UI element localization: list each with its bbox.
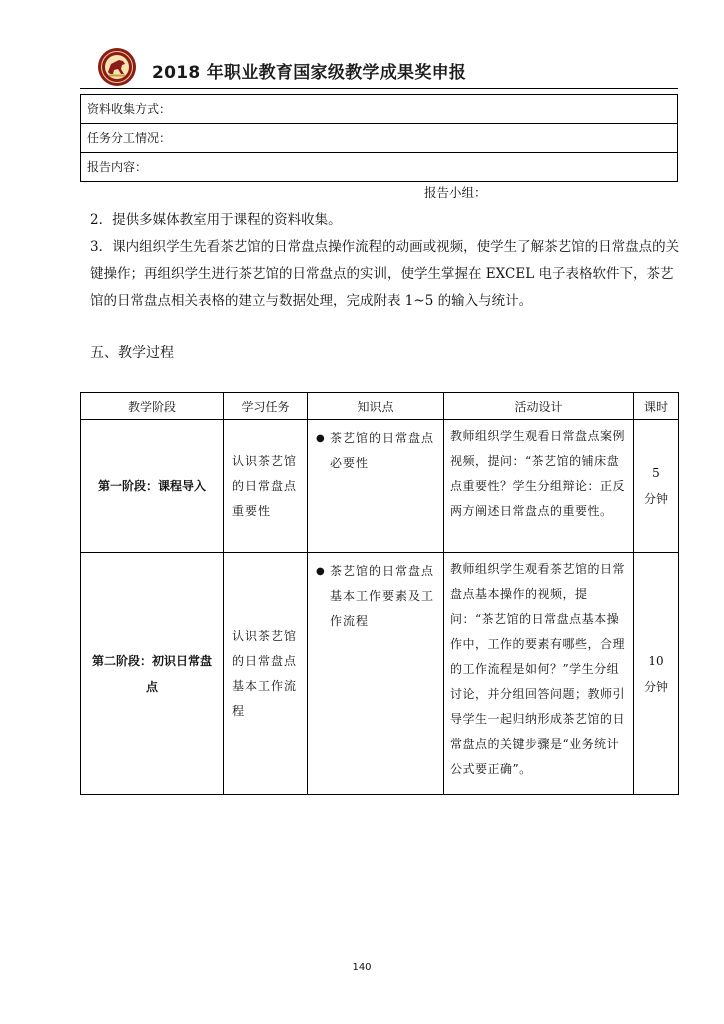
info-row-task-division: 任务分工情况：	[81, 124, 677, 153]
column-header-knowledge: 知识点	[308, 393, 444, 420]
knowledge-text: 茶艺馆的日常盘点基本工作要素及工作流程	[330, 564, 435, 628]
body-text	[90, 207, 680, 315]
column-header-task: 学习任务	[224, 393, 308, 420]
bullet-icon: ●	[316, 433, 326, 444]
paragraph-item-2: 2．提供多媒体教室用于课程的资料收集。	[90, 212, 342, 228]
hours-cell	[634, 553, 679, 795]
hours-unit: 分钟	[643, 679, 668, 694]
stage-cell: 第二阶段：初识日常盘点	[81, 553, 224, 795]
column-header-stage: 教学阶段	[81, 393, 224, 420]
report-info-box	[80, 94, 678, 182]
column-header-activity: 活动设计	[444, 393, 634, 420]
report-group-label: 报告小组：	[424, 185, 487, 200]
table-header-row	[81, 393, 679, 420]
knowledge-text: 茶艺馆的日常盘点必要性	[330, 431, 435, 470]
table-row	[81, 420, 679, 553]
header-divider	[80, 88, 678, 89]
task-cell: 认识茶艺馆的日常盘点基本工作流程	[224, 553, 308, 795]
hours-value: 5	[652, 466, 660, 480]
info-row-collection-method: 资料收集方式：	[81, 95, 677, 124]
bullet-icon: ●	[316, 566, 326, 577]
stage-cell: 第一阶段：课程导入	[81, 420, 224, 553]
info-row-report-content: 报告内容：	[87, 160, 148, 174]
paragraph-item-3: 3．课内组织学生先看茶艺馆的日常盘点操作流程的动画或视频，使学生了解茶艺馆的日常盘点的关键操作；再组织学生进行茶艺馆的日常盘点的实训，使学生掌握在 EXCEL 电子表格软件下，茶艺馆的日常盘点相关表格的建立与数据处理，完成附表 1~5 的输入与统计。	[90, 239, 680, 309]
teaching-process-table	[80, 392, 679, 795]
header-title: 2018 年职业教育国家级教学成果奖申报	[152, 63, 467, 83]
school-emblem-icon	[97, 47, 137, 87]
task-cell: 认识茶艺馆的日常盘点重要性	[224, 420, 308, 553]
knowledge-cell	[308, 420, 444, 553]
column-header-hours: 课时	[634, 393, 679, 420]
hours-cell	[634, 420, 679, 553]
knowledge-cell	[308, 553, 444, 795]
table-row	[81, 553, 679, 795]
hours-value: 10	[648, 653, 664, 668]
hours-unit: 分钟	[643, 492, 668, 506]
section-title: 五、教学过程	[90, 345, 174, 361]
activity-cell: 教师组织学生观看日常盘点案例视频，提问：“茶艺馆的铺床盘点重要性？学生分组辩论：正反两方阐述日常盘点的重要性。	[444, 420, 634, 553]
page-number: 140	[352, 962, 372, 973]
activity-cell: 教师组织学生观看茶艺馆的日常盘点基本操作的视频，提问：“茶艺馆的日常盘点基本操作中，工作的要素有哪些，合理的工作流程是如何？”学生分组讨论，并分组回答问题；教师引导学生一起归纳形成茶艺馆的日常盘点的关键步骤是“业务统计公式要正确”。	[444, 553, 634, 795]
